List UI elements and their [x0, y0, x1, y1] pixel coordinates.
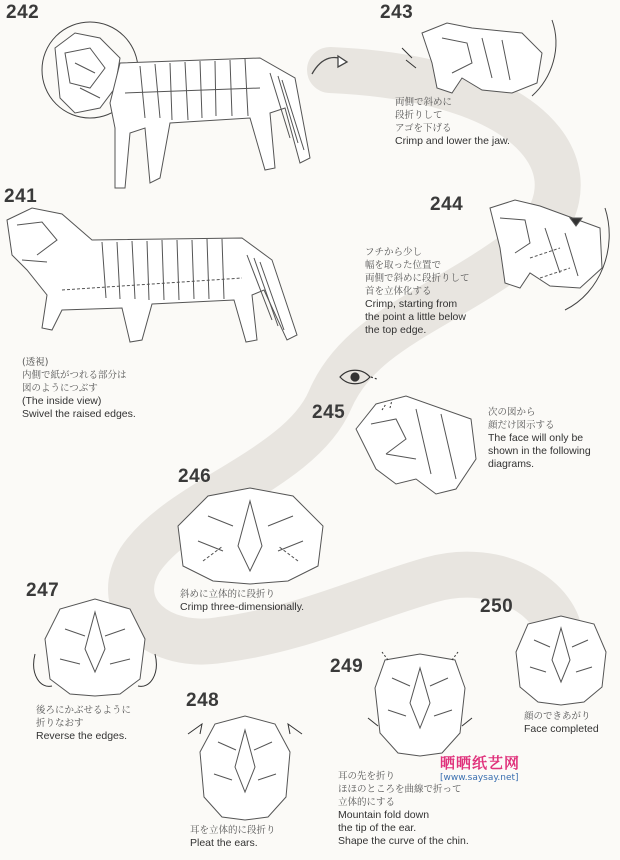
- caption-241-ja-1: (透視): [22, 357, 49, 368]
- figure-246-tiger-face: [168, 486, 333, 586]
- caption-249-ja-3: 立体的にする: [338, 797, 396, 808]
- caption-244: [365, 246, 470, 337]
- step-number-246: 246: [178, 466, 212, 487]
- caption-243-ja-3: アゴを下げる: [395, 123, 452, 134]
- caption-250-en-1: Face completed: [524, 723, 599, 735]
- step-number-243: 243: [380, 2, 414, 23]
- figure-245-tiger-head: [346, 384, 486, 499]
- caption-241-en-1: (The inside view): [22, 395, 102, 407]
- caption-244-en-1: Crimp, starting from: [365, 298, 458, 310]
- figure-249-tiger-face: [360, 648, 480, 760]
- caption-244-ja-2: 幅を取った位置で: [365, 260, 442, 271]
- caption-241-ja-2: 内側で紙がつれる部分は: [22, 370, 127, 381]
- figure-242-tiger-body: [20, 18, 320, 193]
- caption-244-ja-3: 両側で斜めに段折りして: [365, 273, 470, 284]
- caption-245: [488, 406, 591, 471]
- caption-249-en-1: Mountain fold down: [338, 809, 430, 821]
- caption-247-en-1: Reverse the edges.: [36, 730, 128, 742]
- caption-245-en-2: shown in the following: [488, 445, 591, 457]
- figure-244-tiger-head: [470, 198, 615, 313]
- caption-244-ja-4: 首を立体化する: [365, 286, 432, 297]
- figure-241-tiger-body: [2, 200, 302, 345]
- caption-249-ja-1: 耳の先を折り: [338, 771, 396, 782]
- caption-250: [524, 710, 599, 736]
- caption-248-ja-1: 耳を立体的に段折り: [190, 825, 276, 836]
- figure-250-tiger-face-completed: [506, 612, 616, 707]
- caption-243-ja-1: 両側で斜めに: [395, 97, 453, 108]
- step-number-247: 247: [26, 580, 60, 601]
- step-number-245: 245: [312, 402, 346, 423]
- caption-249-ja-2: ほほのところを曲線で折って: [338, 784, 462, 795]
- caption-244-ja-1: フチから少し: [365, 247, 423, 258]
- figure-248-tiger-face: [180, 712, 310, 824]
- caption-246: [180, 588, 304, 614]
- caption-245-en-3: diagrams.: [488, 458, 535, 470]
- caption-248-en-1: Pleat the ears.: [190, 837, 258, 849]
- caption-247: [36, 704, 131, 743]
- figure-247-tiger-face: [30, 594, 160, 699]
- step-number-242: 242: [6, 2, 40, 23]
- caption-241: [22, 356, 136, 421]
- step-number-241: 241: [4, 186, 38, 207]
- caption-247-ja-1: 後ろにかぶせるように: [36, 705, 132, 716]
- arrow-icon: [308, 50, 352, 80]
- figure-243-tiger-head: [392, 18, 562, 98]
- caption-244-en-2: the point a little below: [365, 311, 466, 323]
- caption-250-ja-1: 顔のできあがり: [524, 711, 591, 722]
- watermark: [440, 752, 520, 783]
- step-number-249: 249: [330, 656, 364, 677]
- caption-244-en-3: the top edge.: [365, 324, 427, 336]
- caption-249-en-3: Shape the curve of the chin.: [338, 835, 469, 847]
- step-number-248: 248: [186, 690, 220, 711]
- step-number-250: 250: [480, 596, 514, 617]
- watermark-url: [www.saysay.net]: [440, 773, 519, 783]
- caption-246-en-1: Crimp three-dimensionally.: [180, 601, 305, 613]
- caption-245-ja-2: 顔だけ図示する: [488, 420, 555, 431]
- caption-246-ja-1: 斜めに立体的に段折り: [180, 589, 276, 600]
- caption-243-ja-2: 段折りして: [395, 110, 443, 121]
- caption-243-en-1: Crimp and lower the jaw.: [395, 135, 510, 147]
- caption-245-ja-1: 次の図から: [488, 407, 536, 418]
- caption-241-ja-3: 図のようにつぶす: [22, 383, 98, 394]
- caption-248: [190, 824, 276, 850]
- caption-241-en-2: Swivel the raised edges.: [22, 408, 136, 420]
- step-number-244: 244: [430, 194, 464, 215]
- caption-247-ja-2: 折りなおす: [36, 718, 84, 729]
- caption-249-en-2: the tip of the ear.: [338, 822, 417, 834]
- caption-243: [395, 96, 510, 148]
- caption-245-en-1: The face will only be: [488, 432, 584, 444]
- watermark-logo: 晒晒纸艺网: [440, 754, 521, 772]
